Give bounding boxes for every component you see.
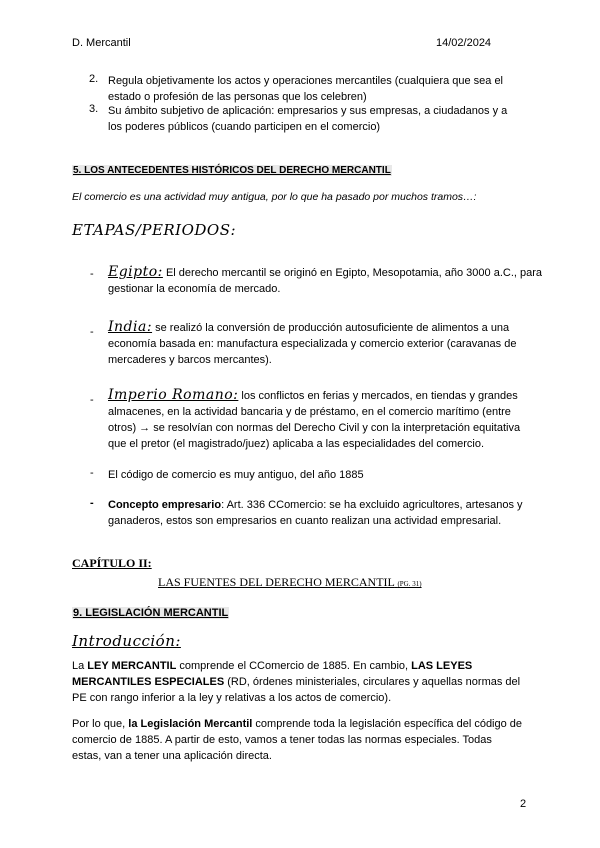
egipto-label: Egipto: [108, 264, 163, 280]
concepto-label: Concepto empresario [108, 499, 222, 511]
list-item [108, 103, 548, 135]
roma-item [108, 387, 558, 452]
header-date: 14/02/2024 [436, 37, 492, 49]
section-heading-text: 5. LOS ANTECEDENTES HISTÓRICOS DEL DERECHO MERCANTIL [73, 165, 391, 176]
india-text: se realizó la conversión de producción autosuficiente de alimentos a una [152, 322, 510, 334]
concepto-text: : Art. 336 CComercio: se ha excluido agricultores, artesanos y [221, 499, 523, 511]
bullet: - [90, 467, 94, 479]
egipto-text: gestionar la economía de mercado. [108, 283, 281, 295]
section-heading-text: 9. LEGISLACIÓN MERCANTIL [73, 607, 229, 619]
roma-text: los conflictos en ferias y mercados, en tiendas y grandes [238, 390, 518, 402]
roma-text: almacenes, en la actividad bancaria y de préstamo, en el comercio marítimo (entre [108, 406, 511, 418]
page-ref: (PG. 31) [397, 580, 422, 588]
intro-italic: El comercio es una actividad muy antigua, por lo que ha pasado por muchos tramos…: [72, 191, 477, 203]
p1-text: PE con rango inferior a la ley y relativas a los actos de comercio). [72, 692, 392, 704]
paragraph [72, 658, 542, 706]
p1-bold: MERCANTILES ESPECIALES [72, 676, 225, 688]
p1-bold: LEY MERCANTIL [87, 660, 177, 672]
egipto-item [108, 264, 548, 297]
list-number: 2. [89, 73, 99, 85]
india-label: India: [108, 319, 153, 335]
chapter-subtitle-text: LAS FUENTES DEL DERECHO MERCANTIL [158, 575, 395, 589]
list-item-line: estado o profesión de las personas que los celebren) [108, 91, 367, 103]
codigo-item: El código de comercio es muy antiguo, del año 1885 [108, 469, 364, 481]
roma-text: que el pretor (el magistrado/juez) aplicaba a las especialidades del comercio. [108, 438, 485, 450]
p2-text: estas, van a tener una aplicación directa. [72, 750, 272, 762]
p1-text: comprende el CComercio de 1885. En cambio, [176, 660, 412, 672]
india-text: economía basada en: manufactura especializada y comercio exterior (caravanas de [108, 338, 517, 350]
page-number: 2 [520, 798, 527, 810]
list-item-line: los poderes públicos (cuando participen en el comercio) [108, 121, 381, 133]
chapter-title: CAPÍTULO II: [72, 556, 152, 570]
india-text: mercaderes y barcos mercantes). [108, 354, 272, 366]
bullet: - [90, 394, 94, 406]
p2-bold: la Legislación Mercantil [128, 718, 253, 730]
header-left: D. Mercantil [72, 37, 131, 49]
section-heading [72, 603, 229, 621]
concepto-text: ganaderos, estos son empresarios en cuanto realizan una actividad empresarial. [108, 515, 502, 527]
p1-text: La [72, 660, 88, 672]
list-item-line: Su ámbito subjetivo de aplicación: empresarios y sus empresas, a ciudadanos y a [108, 105, 508, 117]
bullet: - [90, 268, 94, 280]
roma-text: otros) → se resolvían con normas del Derecho Civil y con la interpretación equitativa [108, 422, 521, 434]
roma-label: Imperio Romano: [108, 387, 239, 403]
chapter-subtitle [158, 575, 422, 590]
p1-bold: LAS LEYES [411, 660, 473, 672]
list-number: 3. [89, 103, 99, 115]
intro-heading: Introducción: [72, 632, 181, 650]
india-item [108, 319, 558, 368]
bullet: - [90, 497, 94, 509]
p2-text: comprende toda la legislación específica del código de [252, 718, 523, 730]
p2-text: comercio de 1885. A partir de esto, vamos a tener todas las normas especiales. Todas [72, 734, 492, 746]
egipto-text: El derecho mercantil se originó en Egipto, Mesopotamia, año 3000 a.C., para [162, 267, 543, 279]
section-heading [72, 160, 392, 178]
paragraph [72, 716, 542, 764]
p2-text: Por lo que, [72, 718, 129, 730]
list-item [108, 73, 548, 105]
concepto-item [108, 497, 558, 529]
bullet: - [90, 326, 94, 338]
etapas-title: ETAPAS/PERIODOS: [72, 221, 237, 239]
list-item-line: Regula objetivamente los actos y operaciones mercantiles (cualquiera que sea el [108, 75, 504, 87]
p1-text: (RD, órdenes ministeriales, circulares y aquellas normas del [224, 676, 521, 688]
